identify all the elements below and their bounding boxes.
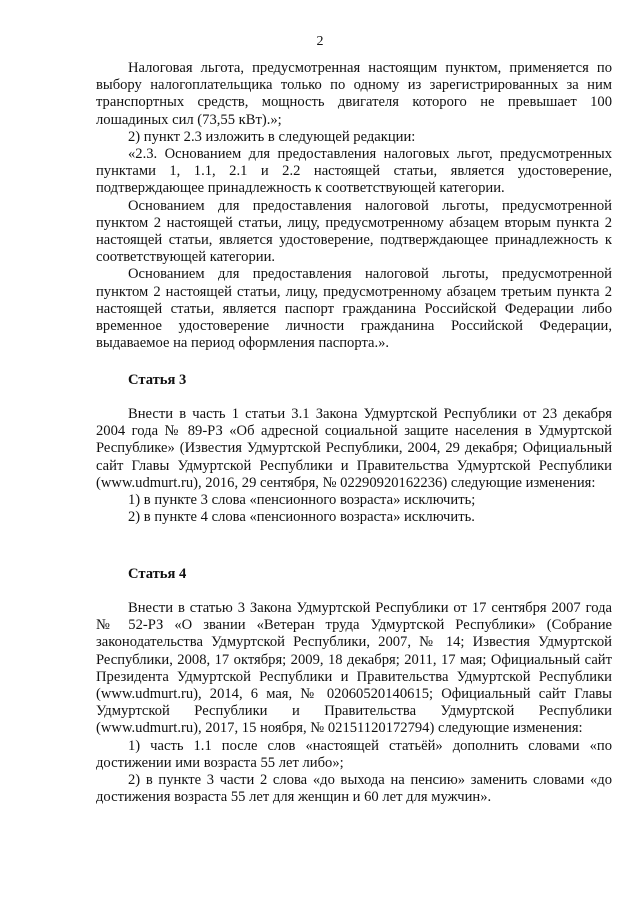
paragraph: Налоговая льгота, предусмотренная настоящим пунктом, применяется по выбору налогоплательщика только по одному из зарегистрированных за ним транспортных средств, мощность двигателя которого не превышает 100 лошадиных сил (73,55 кВт).»; [96, 60, 612, 128]
paragraph: Основанием для предоставления налоговой льготы, предусмотренной пунктом 2 настоящей статьи, лицу, предусмотренному абзацем третьим пункта 2 настоящей статьи, является паспорт гражданина Российской Федерации либо временное удостоверение личности гражданина Российской Федерации, выдаваемое на период оформления паспорта.». [96, 266, 612, 352]
article-4-title-block [96, 566, 612, 583]
paragraph: 1) в пункте 3 слова «пенсионного возраста» исключить; [128, 492, 476, 509]
paragraph: 2) пункт 2.3 изложить в следующей редакции: [128, 128, 416, 145]
article-3-title-block [96, 372, 612, 389]
paragraph: Внести в статью 3 Закона Удмуртской Республики от 17 сентября 2007 года № 52-РЗ «О звании «Ветеран труда Удмуртской Республики» (Собрание законодательства Удмуртской Республики, 2007, № 14; Известия Удмуртской Республики, 2008, 17 октября; 2009, 18 декабря; 2011, 17 мая; Официальный сайт Президента Удмуртской Республики и Правительства Удмуртской Республики (www.udmurt.ru), 2014, 6 мая, № 02060520140615; Официальный сайт Главы Удмуртской Республики и Правительства Удмуртской Республики (www.udmurt.ru), 2017, 15 ноября, № 02151120172794) следующие изменения: [96, 600, 612, 737]
amendment-text-block [96, 60, 612, 352]
article-3-body [96, 406, 612, 526]
paragraph: Основанием для предоставления налоговой льготы, предусмотренной пунктом 2 настоящей статьи, лицу, предусмотренному абзацем вторым пункта 2 настоящей статьи, является удостоверение, подтверждающее принадлежность к соответствующей категории. [96, 197, 612, 266]
article-3-title: Статья 3 [128, 372, 187, 388]
paragraph: 2) в пункте 3 части 2 слова «до выхода на пенсию» заменить словами «до достижения возраста 55 лет для женщин и 60 лет для мужчин». [96, 772, 612, 806]
paragraph: «2.3. Основанием для предоставления налоговых льгот, предусмотренных пунктами 1, 1.1, 2.1 и 2.2 настоящей статьи, является удостоверение, подтверждающее принадлежность к соответствующей категории. [96, 146, 612, 197]
page-number: 2 [316, 34, 324, 49]
article-4-title: Статья 4 [128, 566, 187, 582]
paragraph: 1) часть 1.1 после слов «настоящей статьёй» дополнить словами «по достижении ими возраста 55 лет либо»; [96, 737, 612, 771]
paragraph: Внести в часть 1 статьи 3.1 Закона Удмуртской Республики от 23 декабря 2004 года № 89-РЗ «Об адресной социальной защите населения в Удмуртской Республике» (Известия Удмуртской Республики, 2004, 29 декабря; Официальный сайт Главы Удмуртской Республики и Правительства Удмуртской Республики (www.udmurt.ru), 2016, 29 сентября, № 02290920162236) следующие изменения: [96, 406, 612, 491]
paragraph: 2) в пункте 4 слова «пенсионного возраста» исключить. [128, 509, 475, 526]
article-4-body [96, 600, 612, 806]
